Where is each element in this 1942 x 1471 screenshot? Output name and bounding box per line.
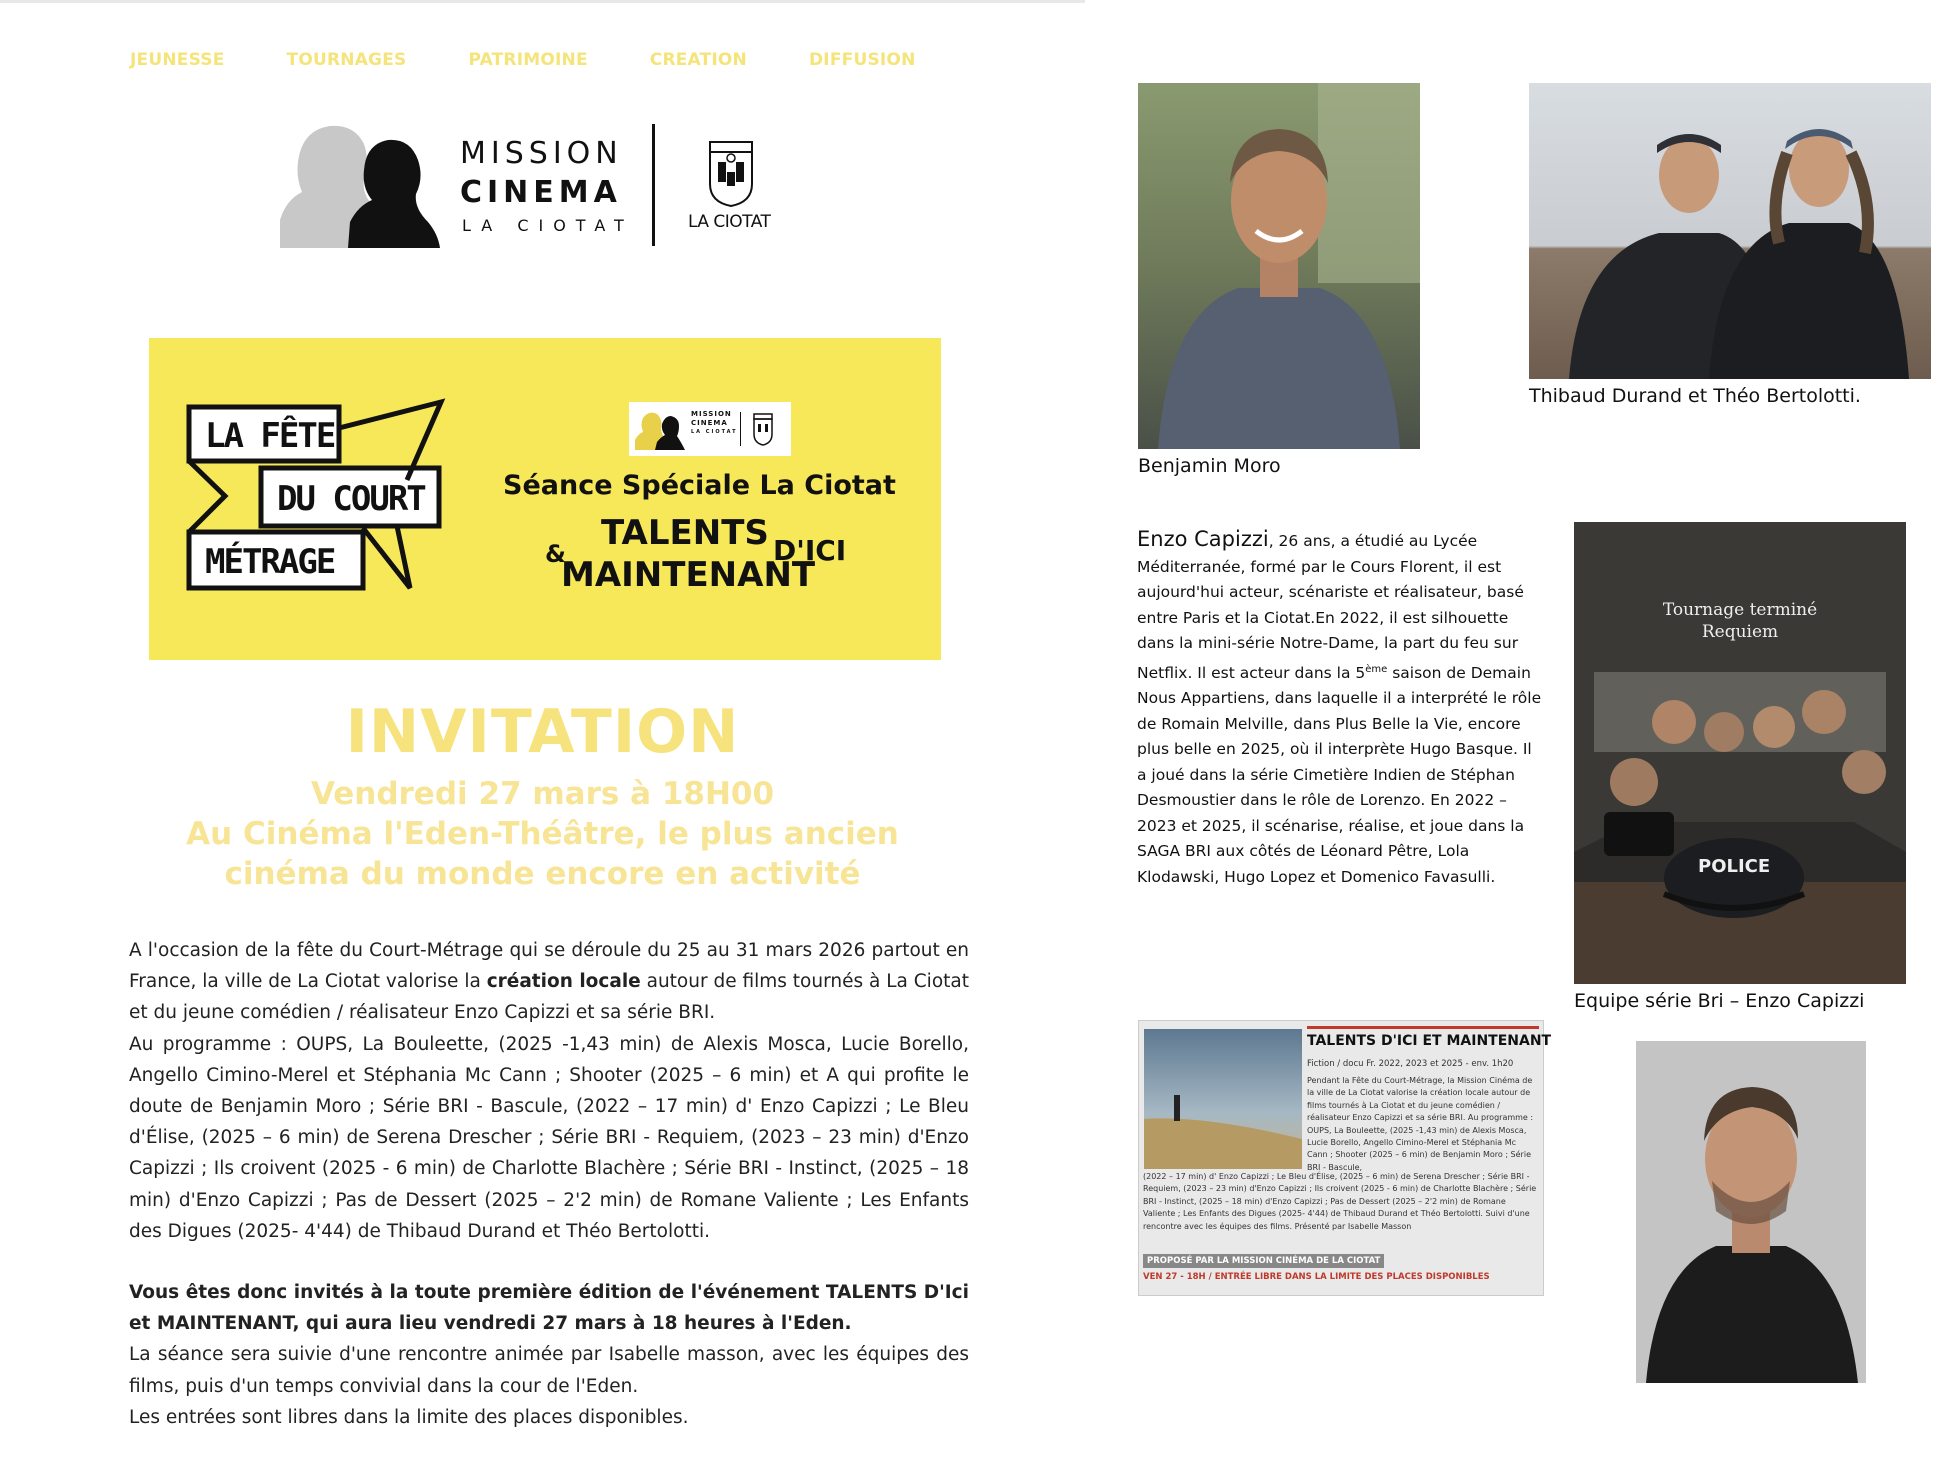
fete-line-1: LA FÊTE [205, 416, 335, 456]
silhouettes-icon [278, 122, 443, 248]
talents-word: TALENTS [601, 513, 769, 553]
seance-speciale-title: Séance Spéciale La Ciotat [503, 470, 896, 501]
mini-logo-line-3: LA CIOTAT [691, 429, 738, 435]
top-divider [0, 0, 1085, 3]
event-banner [149, 338, 941, 660]
flyer-body-b: (2022 – 17 min) d' Enzo Capizzi ; Le Bleu d'Élise, (2025 – 6 min) de Serena Drescher ; Série BRI - Requiem, (2023 – 23 min) d'Enzo Capizzi ; Ils croivent (2025 - 6 min) de Charlotte Blachère ; Série BRI - Instinct, (2025 – 18 min) d'Enzo Capizzi ; Pas de Dessert (2025 – 2'2 min) de Romane Valiente ; Les Enfants des Digues (2025- 4'44) de Thibaud Durand et Théo Bertolotti. Suivi d'une rencontre avec les équipes des films. Présenté par Isabelle Masson [1143, 1172, 1537, 1231]
flyer-title-bar [1307, 1026, 1539, 1029]
poster-text-2: Requiem [1701, 622, 1779, 642]
logo-city-name: LA CIOTAT [688, 212, 771, 232]
rencontre-text: La séance sera suivie d'une rencontre animée par Isabelle masson, avec les équipes des films, puis d'un temps convivial dans la cour de l'Eden. [129, 1344, 969, 1397]
enzo-bio [1137, 527, 1542, 890]
fete-line-3: MÉTRAGE [205, 542, 335, 582]
bio-text-a: , 26 ans, a étudié au Lycée Méditerranée, formé par le Cours Florent, il est aujourd'hui acteur, scénariste et réalisateur, basé entre Paris et la Ciotat.En 2022, il est silhouette dans la mini-série Notre-Dame, la part du feu sur Netflix. Il est acteur dans la 5 [1137, 532, 1524, 682]
caption-thibaud: Thibaud Durand et Théo Bertolotti. [1529, 385, 1861, 407]
logo-la-ciotat: LA CIOTAT [462, 216, 634, 235]
intro-text-b: autour de films tournés à La Ciotat et du jeune comédien / réalisateur Enzo Capizzi et sa série BRI. [129, 971, 969, 1024]
mini-logo-divider [740, 412, 741, 446]
photo-benjamin-moro [1138, 83, 1420, 449]
nav-item-jeunesse[interactable]: JEUNESSE [130, 50, 225, 70]
caption-benjamin: Benjamin Moro [1138, 455, 1281, 477]
flyer-body-a: Pendant la Fête du Court-Métrage, la Mission Cinéma de la ville de La Ciotat valorise la création locale autour de films tournés à La Ciotat et du jeune comédien / réalisateur Enzo Capizzi et sa série BRI. Au programme : OUPS, La Bouleette, (2025 -1,43 min) de Alexis Mosca, Lucie Borello, Angello Cimino-Merel et Stéphania Mc Cann ; Shooter (2025 – 6 min) de Benjamin Moro ; Série BRI - Bascule, [1307, 1076, 1534, 1172]
intro-bold: création locale [486, 971, 641, 993]
nav-item-creation[interactable]: CREATION [649, 50, 747, 70]
mini-logo-line-1: MISSION [691, 410, 732, 418]
flyer-subtitle: Fiction / docu Fr. 2022, 2023 et 2025 - env. 1h20 [1307, 1059, 1514, 1069]
requiem-team-image [1574, 522, 1906, 984]
police-cap-text: POLICE [1698, 856, 1771, 877]
invitation-place-line-1: Au Cinéma l'Eden-Théâtre, le plus ancien [186, 816, 899, 852]
ampersand: & [545, 540, 566, 568]
thibaud-theo-image [1529, 83, 1931, 379]
invitation-date: Vendredi 27 mars à 18H00 [310, 776, 775, 812]
bio-name: Enzo Capizzi [1137, 527, 1269, 551]
bio-text-b: saison de Demain Nous Appartiens, dans laquelle il a interprété le rôle de Romain Melville, dans Plus Belle la Vie, encore plus belle en 2025, où il interprète Hugo Basque. Il a joué dans la série Cimetière Indien de Stéphan Desmoustier dans le rôle de Lorenzo. En 2022 – 2023 et 2025, il scénarise, réalise, et joue dans la SAGA BRI aux côtés de Léonard Pêtre, Lola Klodawski, Hugo Lopez et Domenico Favasulli. [1137, 663, 1542, 886]
logo-cinema: CINEMA [460, 175, 622, 210]
programme-text: Au programme : OUPS, La Bouleette, (2025 -1,43 min) de Alexis Mosca, Lucie Borello, Angello Cimino-Merel et Stéphania Mc Cann ; Shooter (2025 – 6 min) et A qui profite le doute de Benjamin Moro ; Série BRI - Bascule, (2022 – 17 min) d' Enzo Capizzi ; Le Bleu d'Élise, (2025 – 6 min) de Serena Drescher ; Série BRI - Requiem, (2023 – 23 min) d'Enzo Capizzi ; Ils croivent (2025 - 6 min) de Charlotte Blachère ; Série BRI - Instinct, (2025 – 18 min) d'Enzo Capizzi ; Pas de Dessert (2025 – 2'2 min) de Romane Valiente ; Les Enfants des Digues (2025- 4'44) de Thibaud Durand et Théo Bertolotti. [129, 1033, 969, 1242]
logo-mission: MISSION [460, 136, 623, 171]
nav-item-tournages[interactable]: TOURNAGES [286, 50, 407, 70]
flyer-proposed-by: PROPOSÉ PAR LA MISSION CINÉMA DE LA CIOTAT [1143, 1254, 1384, 1268]
city-crest-icon [706, 138, 756, 208]
fete-line-2: DU COURT [277, 479, 425, 519]
poster-requiem [1574, 522, 1906, 984]
mini-logo-line-2: CINEMA [691, 419, 728, 427]
photo-thibaud-theo [1529, 83, 1931, 379]
poster-text-1: Tournage terminé [1662, 600, 1818, 620]
dici-word: D'ICI [773, 534, 847, 567]
top-nav [130, 50, 978, 70]
mini-mission-logo [629, 402, 791, 456]
invite-bold-text: Vous êtes donc invités à la toute première édition de l'événement TALENTS D'Ici et MAINTENANT, qui aura lieu vendredi 27 mars à 18 heures à l'Eden. [129, 1282, 969, 1335]
mini-silhouettes-icon [635, 410, 687, 450]
flyer-title: TALENTS D'ICI ET MAINTENANT [1307, 1033, 1552, 1049]
nav-item-patrimoine[interactable]: PATRIMOINE [468, 50, 588, 70]
intro-paragraph [129, 935, 969, 1247]
programme-flyer [1138, 1020, 1552, 1296]
flyer-date-line: VEN 27 - 18H / ENTRÉE LIBRE DANS LA LIMITE DES PLACES DISPONIBLES [1143, 1272, 1490, 1282]
caption-equipe: Equipe série Bri – Enzo Capizzi [1574, 990, 1865, 1012]
mini-logo-text [691, 410, 738, 437]
entrees-text: Les entrées sont libres dans la limite des places disponibles. [129, 1406, 689, 1428]
enzo-portrait-image [1636, 1041, 1866, 1383]
mini-crest-icon [751, 412, 775, 446]
benjamin-portrait-image [1138, 83, 1420, 449]
maintenant-word: MAINTENANT [561, 555, 816, 595]
mission-cinema-logo [278, 118, 778, 252]
bio-sup: ème [1365, 663, 1388, 675]
intro-text-a: A l'occasion de la fête du Court-Métrage qui se déroule du 25 au 31 mars 2026 partout en France, la ville de La Ciotat valorise la [129, 940, 969, 993]
flyer-landscape-image [1144, 1029, 1302, 1169]
photo-enzo-portrait [1636, 1041, 1866, 1383]
invitation-title: INVITATION [345, 697, 740, 767]
invitation-place-line-2: cinéma du monde encore en activité [224, 856, 861, 892]
logo-divider [652, 124, 655, 246]
nav-item-diffusion[interactable]: DIFFUSION [808, 50, 916, 70]
invite-paragraph [129, 1277, 969, 1433]
